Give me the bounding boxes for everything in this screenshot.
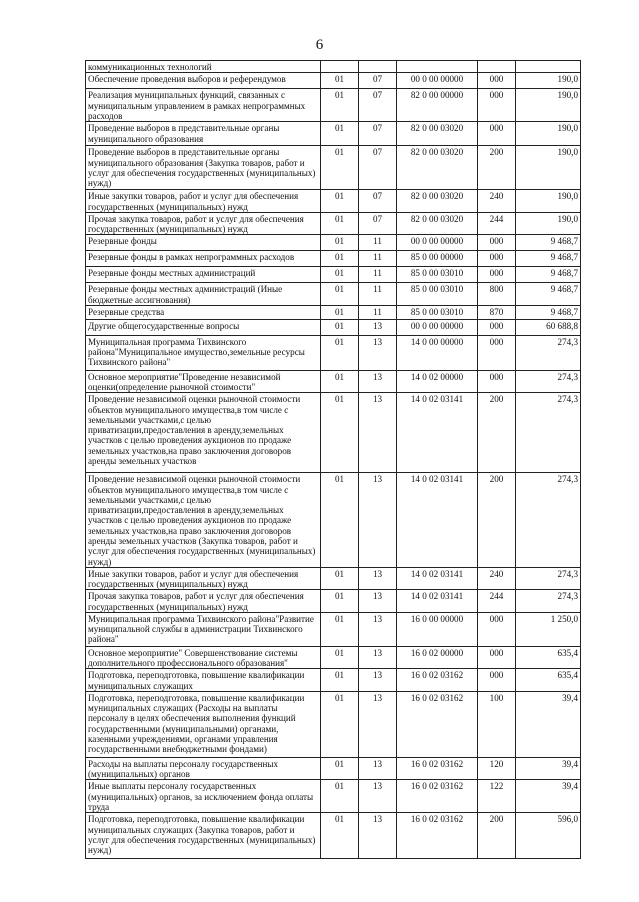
amount-cell: 39,4 bbox=[516, 757, 581, 780]
table-row bbox=[86, 646, 581, 669]
target-article-cell: 16 0 00 00000 bbox=[397, 612, 478, 646]
subsection-code-cell: 11 bbox=[359, 305, 397, 319]
amount-cell: 635,4 bbox=[516, 669, 581, 692]
description-cell: Основное мероприятие" Совершенствование системы дополнительного профессионального образования" bbox=[86, 646, 321, 669]
subsection-code-cell: 07 bbox=[359, 89, 397, 122]
target-article-cell: 16 0 02 00000 bbox=[397, 646, 478, 669]
target-article-cell: 14 0 02 03141 bbox=[397, 393, 478, 473]
amount-cell bbox=[516, 61, 581, 73]
table-row bbox=[86, 89, 581, 122]
section-code-cell: 01 bbox=[321, 190, 359, 213]
amount-cell: 274,3 bbox=[516, 393, 581, 473]
amount-cell: 274,3 bbox=[516, 370, 581, 393]
section-code-cell: 01 bbox=[321, 251, 359, 267]
amount-cell: 39,4 bbox=[516, 691, 581, 757]
amount-cell: 9 468,7 bbox=[516, 235, 581, 251]
expense-type-cell: 000 bbox=[478, 267, 516, 283]
table-row bbox=[86, 335, 581, 370]
section-code-cell: 01 bbox=[321, 267, 359, 283]
expense-type-cell: 120 bbox=[478, 757, 516, 780]
subsection-code-cell: 13 bbox=[359, 691, 397, 757]
section-code-cell: 01 bbox=[321, 813, 359, 859]
amount-cell: 9 468,7 bbox=[516, 283, 581, 306]
table-row bbox=[86, 283, 581, 306]
expense-type-cell: 200 bbox=[478, 146, 516, 190]
subsection-code-cell: 13 bbox=[359, 646, 397, 669]
subsection-code-cell: 13 bbox=[359, 757, 397, 780]
expense-type-cell bbox=[478, 61, 516, 73]
amount-cell: 190,0 bbox=[516, 190, 581, 213]
subsection-code-cell: 07 bbox=[359, 146, 397, 190]
table-row bbox=[86, 780, 581, 813]
amount-cell: 190,0 bbox=[516, 73, 581, 89]
table-row bbox=[86, 73, 581, 89]
expense-type-cell: 800 bbox=[478, 283, 516, 306]
section-code-cell: 01 bbox=[321, 691, 359, 757]
target-article-cell: 16 0 02 03162 bbox=[397, 813, 478, 859]
table-row bbox=[86, 61, 581, 73]
target-article-cell: 82 0 00 03020 bbox=[397, 212, 478, 235]
section-code-cell: 01 bbox=[321, 757, 359, 780]
description-cell: Иные закупки товаров, работ и услуг для обеспечения государственных (муниципальных) нужд bbox=[86, 567, 321, 590]
expense-type-cell: 000 bbox=[478, 319, 516, 335]
section-code-cell: 01 bbox=[321, 473, 359, 567]
target-article-cell: 00 0 00 00000 bbox=[397, 235, 478, 251]
description-cell: Подготовка, переподготовка, повышение квалификации муниципальных служащих (Закупка товаров, работ и услуг для обеспечения государственных (муниципальных) нужд) bbox=[86, 813, 321, 859]
subsection-code-cell bbox=[359, 61, 397, 73]
section-code-cell: 01 bbox=[321, 370, 359, 393]
amount-cell: 274,3 bbox=[516, 567, 581, 590]
description-cell: Резервные фонды bbox=[86, 235, 321, 251]
table-row bbox=[86, 590, 581, 613]
amount-cell: 596,0 bbox=[516, 813, 581, 859]
subsection-code-cell: 11 bbox=[359, 267, 397, 283]
subsection-code-cell: 11 bbox=[359, 251, 397, 267]
subsection-code-cell: 07 bbox=[359, 73, 397, 89]
amount-cell: 190,0 bbox=[516, 146, 581, 190]
table-row bbox=[86, 305, 581, 319]
section-code-cell: 01 bbox=[321, 122, 359, 146]
table-row bbox=[86, 267, 581, 283]
target-article-cell: 82 0 00 00000 bbox=[397, 89, 478, 122]
target-article-cell: 14 0 02 03141 bbox=[397, 567, 478, 590]
expense-type-cell: 244 bbox=[478, 212, 516, 235]
subsection-code-cell: 13 bbox=[359, 780, 397, 813]
subsection-code-cell: 13 bbox=[359, 590, 397, 613]
section-code-cell: 01 bbox=[321, 146, 359, 190]
amount-cell: 9 468,7 bbox=[516, 267, 581, 283]
description-cell: Иные закупки товаров, работ и услуг для обеспечения государственных (муниципальных) нужд bbox=[86, 190, 321, 213]
table-row bbox=[86, 813, 581, 859]
expense-type-cell: 000 bbox=[478, 646, 516, 669]
expense-type-cell: 000 bbox=[478, 89, 516, 122]
section-code-cell: 01 bbox=[321, 590, 359, 613]
expense-type-cell: 100 bbox=[478, 691, 516, 757]
description-cell: Расходы на выплаты персоналу государственных (муниципальных) органов bbox=[86, 757, 321, 780]
expense-type-cell: 240 bbox=[478, 567, 516, 590]
target-article-cell bbox=[397, 61, 478, 73]
table-row bbox=[86, 757, 581, 780]
description-cell: Резервные фонды в рамках непрограммных расходов bbox=[86, 251, 321, 267]
description-cell: Реализация муниципальных функций, связанных с муниципальным управлением в рамках непрограммных расходов bbox=[86, 89, 321, 122]
description-cell: Проведение выборов в представительные органы муниципального образования (Закупка товаров, работ и услуг для обеспечения государственных (муниципальных) нужд) bbox=[86, 146, 321, 190]
subsection-code-cell: 13 bbox=[359, 473, 397, 567]
table-row bbox=[86, 393, 581, 473]
section-code-cell: 01 bbox=[321, 212, 359, 235]
description-cell: Муниципальная программа Тихвинского района"Муниципальное имущество,земельные ресурсы Тихвинского района" bbox=[86, 335, 321, 370]
table-row bbox=[86, 190, 581, 213]
table-row bbox=[86, 235, 581, 251]
target-article-cell: 85 0 00 03010 bbox=[397, 305, 478, 319]
expense-type-cell: 000 bbox=[478, 251, 516, 267]
description-cell: Резервные фонды местных администраций bbox=[86, 267, 321, 283]
amount-cell: 635,4 bbox=[516, 646, 581, 669]
amount-cell: 190,0 bbox=[516, 122, 581, 146]
description-cell: Подготовка, переподготовка, повышение квалификации муниципальных служащих bbox=[86, 669, 321, 692]
description-cell: Проведение выборов в представительные органы муниципального образования bbox=[86, 122, 321, 146]
amount-cell: 9 468,7 bbox=[516, 305, 581, 319]
expense-type-cell: 000 bbox=[478, 370, 516, 393]
subsection-code-cell: 13 bbox=[359, 335, 397, 370]
subsection-code-cell: 13 bbox=[359, 612, 397, 646]
expense-type-cell: 000 bbox=[478, 669, 516, 692]
expense-type-cell: 000 bbox=[478, 612, 516, 646]
amount-cell: 274,3 bbox=[516, 335, 581, 370]
target-article-cell: 82 0 00 03020 bbox=[397, 122, 478, 146]
description-cell: Резервные средства bbox=[86, 305, 321, 319]
subsection-code-cell: 11 bbox=[359, 235, 397, 251]
section-code-cell: 01 bbox=[321, 305, 359, 319]
expense-type-cell: 244 bbox=[478, 590, 516, 613]
amount-cell: 190,0 bbox=[516, 89, 581, 122]
amount-cell: 190,0 bbox=[516, 212, 581, 235]
description-cell: Проведение независимой оценки рыночной стоимости объектов муниципального имущества,в том числе с земельными участками,с целью приватизации,предоставления в аренду,земельных участков с целью проведения аукционов по продаже земельных участков,на право заключения договоров аренды земельных участков bbox=[86, 393, 321, 473]
subsection-code-cell: 13 bbox=[359, 567, 397, 590]
subsection-code-cell: 13 bbox=[359, 393, 397, 473]
expense-type-cell: 000 bbox=[478, 122, 516, 146]
table-row bbox=[86, 567, 581, 590]
description-cell: Проведение независимой оценки рыночной стоимости объектов муниципального имущества,в том числе с земельными участками,с целью приватизации,предоставления в аренду,земельных участков с целью проведения аукционов по продаже земельных участков,на право заключения договоров аренды земельных участков (Закупка товаров, работ и услуг для обеспечения государственных (муниципальных) нужд) bbox=[86, 473, 321, 567]
amount-cell: 274,3 bbox=[516, 473, 581, 567]
expense-type-cell: 000 bbox=[478, 335, 516, 370]
amount-cell: 9 468,7 bbox=[516, 251, 581, 267]
description-cell: Подготовка, переподготовка, повышение квалификации муниципальных служащих (Расходы на выплаты персоналу в целях обеспечения выполнения функций государственными (муниципальными) органами, казенными учреждениями, органами управления государственными внебюджетными фондами) bbox=[86, 691, 321, 757]
target-article-cell: 00 0 00 00000 bbox=[397, 73, 478, 89]
table-row bbox=[86, 212, 581, 235]
expense-type-cell: 240 bbox=[478, 190, 516, 213]
target-article-cell: 85 0 00 03010 bbox=[397, 267, 478, 283]
section-code-cell: 01 bbox=[321, 780, 359, 813]
description-cell: Другие общегосударственные вопросы bbox=[86, 319, 321, 335]
target-article-cell: 14 0 00 00000 bbox=[397, 335, 478, 370]
table-row bbox=[86, 319, 581, 335]
section-code-cell: 01 bbox=[321, 73, 359, 89]
table-row bbox=[86, 691, 581, 757]
section-code-cell: 01 bbox=[321, 335, 359, 370]
subsection-code-cell: 07 bbox=[359, 212, 397, 235]
expense-type-cell: 200 bbox=[478, 473, 516, 567]
target-article-cell: 82 0 00 03020 bbox=[397, 146, 478, 190]
section-code-cell: 01 bbox=[321, 283, 359, 306]
expense-type-cell: 200 bbox=[478, 813, 516, 859]
subsection-code-cell: 13 bbox=[359, 813, 397, 859]
section-code-cell: 01 bbox=[321, 646, 359, 669]
target-article-cell: 85 0 00 00000 bbox=[397, 251, 478, 267]
target-article-cell: 14 0 02 00000 bbox=[397, 370, 478, 393]
subsection-code-cell: 11 bbox=[359, 283, 397, 306]
section-code-cell: 01 bbox=[321, 393, 359, 473]
section-code-cell: 01 bbox=[321, 89, 359, 122]
budget-table bbox=[85, 60, 581, 859]
subsection-code-cell: 13 bbox=[359, 669, 397, 692]
amount-cell: 39,4 bbox=[516, 780, 581, 813]
table-row bbox=[86, 251, 581, 267]
description-cell: Прочая закупка товаров, работ и услуг для обеспечения государственных (муниципальных) нужд bbox=[86, 212, 321, 235]
target-article-cell: 16 0 02 03162 bbox=[397, 780, 478, 813]
table-row bbox=[86, 669, 581, 692]
subsection-code-cell: 07 bbox=[359, 122, 397, 146]
table-row bbox=[86, 370, 581, 393]
amount-cell: 1 250,0 bbox=[516, 612, 581, 646]
expense-type-cell: 870 bbox=[478, 305, 516, 319]
description-cell: Иные выплаты персоналу государственных (муниципальных) органов, за исключением фонда оплаты труда bbox=[86, 780, 321, 813]
target-article-cell: 14 0 02 03141 bbox=[397, 590, 478, 613]
table-row bbox=[86, 612, 581, 646]
amount-cell: 60 688,8 bbox=[516, 319, 581, 335]
section-code-cell: 01 bbox=[321, 567, 359, 590]
table-row bbox=[86, 146, 581, 190]
expense-type-cell: 000 bbox=[478, 73, 516, 89]
subsection-code-cell: 13 bbox=[359, 319, 397, 335]
description-cell: коммуникационных технологий bbox=[86, 61, 321, 73]
section-code-cell: 01 bbox=[321, 612, 359, 646]
target-article-cell: 00 0 00 00000 bbox=[397, 319, 478, 335]
target-article-cell: 14 0 02 03141 bbox=[397, 473, 478, 567]
target-article-cell: 16 0 02 03162 bbox=[397, 669, 478, 692]
expense-type-cell: 122 bbox=[478, 780, 516, 813]
subsection-code-cell: 13 bbox=[359, 370, 397, 393]
page-number: 6 bbox=[315, 37, 324, 53]
expense-type-cell: 200 bbox=[478, 393, 516, 473]
section-code-cell: 01 bbox=[321, 235, 359, 251]
description-cell: Муниципальная программа Тихвинского района"Развитие муниципальной службы в администрации Тихвинского района" bbox=[86, 612, 321, 646]
section-code-cell: 01 bbox=[321, 319, 359, 335]
expense-type-cell: 000 bbox=[478, 235, 516, 251]
target-article-cell: 82 0 00 03020 bbox=[397, 190, 478, 213]
description-cell: Прочая закупка товаров, работ и услуг для обеспечения государственных (муниципальных) нужд bbox=[86, 590, 321, 613]
section-code-cell: 01 bbox=[321, 669, 359, 692]
description-cell: Обеспечение проведения выборов и референдумов bbox=[86, 73, 321, 89]
table-row bbox=[86, 473, 581, 567]
subsection-code-cell: 07 bbox=[359, 190, 397, 213]
target-article-cell: 85 0 00 03010 bbox=[397, 283, 478, 306]
section-code-cell bbox=[321, 61, 359, 73]
budget-table-body bbox=[86, 61, 581, 859]
description-cell: Основное мероприятие"Проведение независимой оценки(определение рыночной стоимости" bbox=[86, 370, 321, 393]
target-article-cell: 16 0 02 03162 bbox=[397, 691, 478, 757]
amount-cell: 274,3 bbox=[516, 590, 581, 613]
description-cell: Резервные фонды местных администраций (Иные бюджетные ассигнования) bbox=[86, 283, 321, 306]
table-row bbox=[86, 122, 581, 146]
target-article-cell: 16 0 02 03162 bbox=[397, 757, 478, 780]
